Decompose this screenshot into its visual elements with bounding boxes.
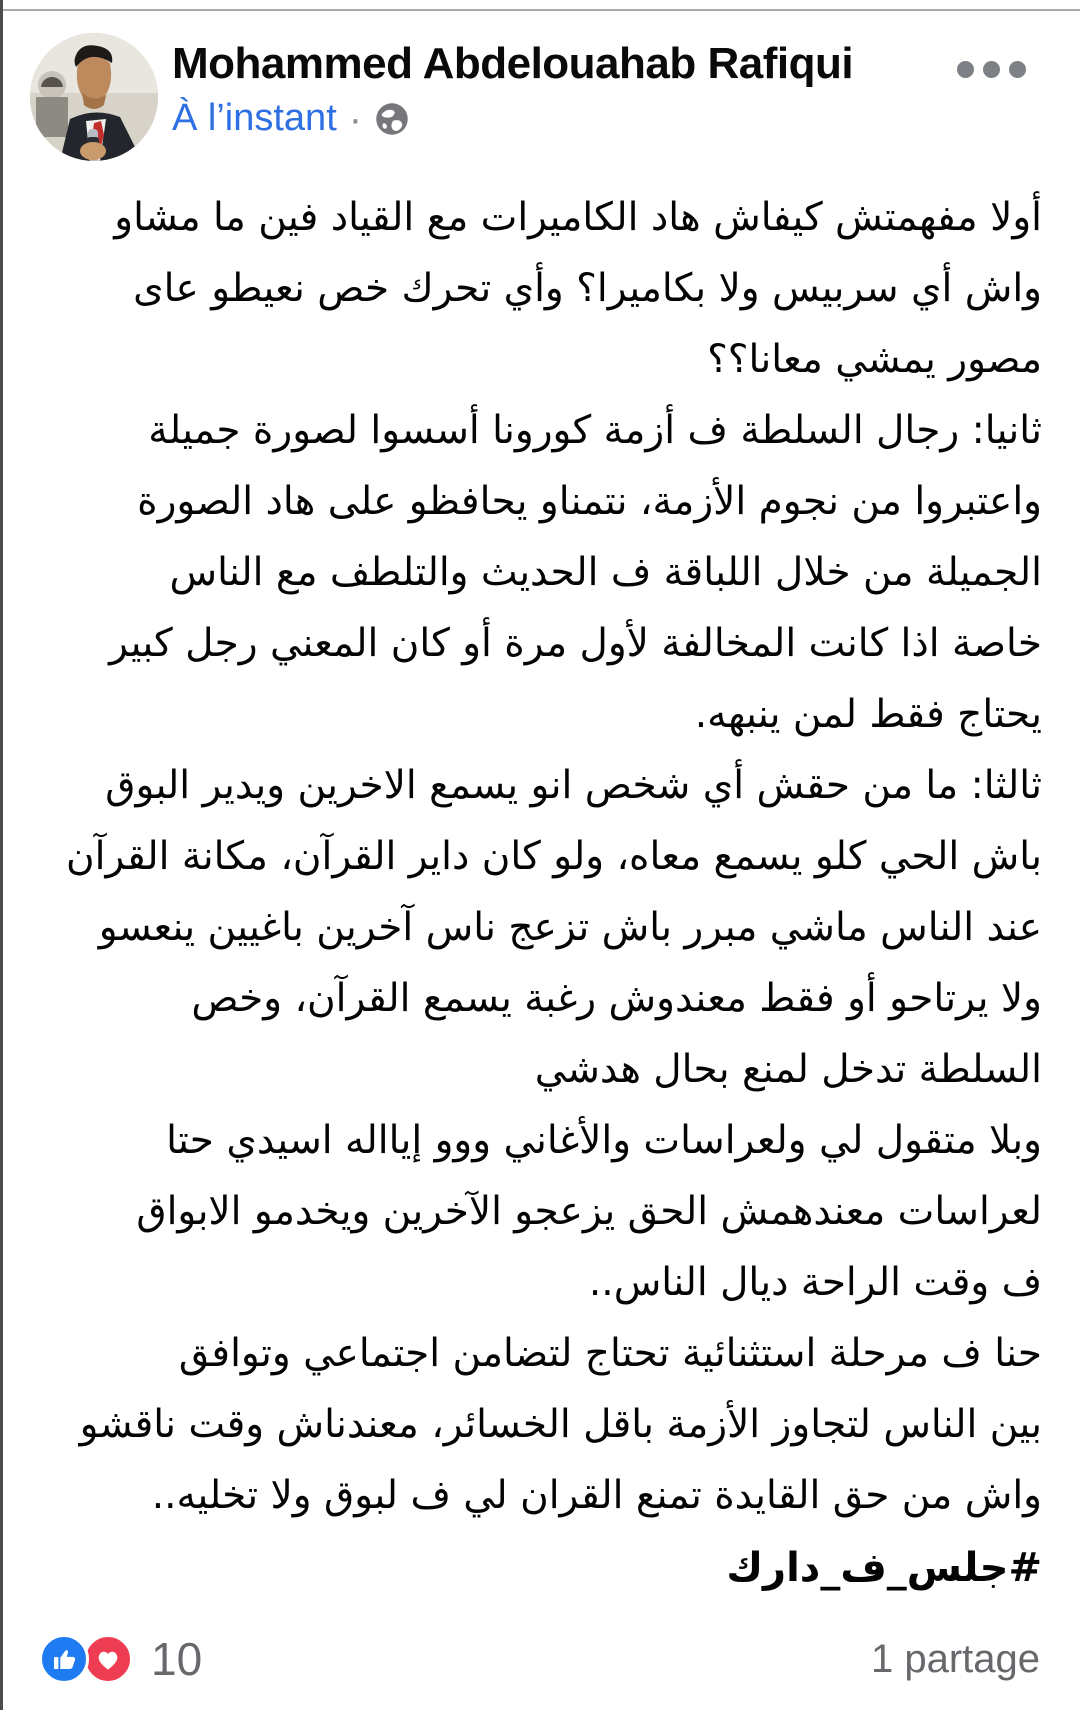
post-line: ثالثا: ما من حقش أي شخص انو يسمع الاخرين ويدير البوق xyxy=(105,763,1042,808)
love-reaction-icon[interactable] xyxy=(83,1634,133,1684)
post-line: أولا مفهمتش كيفاش هاد الكاميرات مع القياد فين ما مشاو xyxy=(114,195,1042,240)
post-meta xyxy=(172,97,410,140)
dot-icon xyxy=(957,61,974,78)
top-divider xyxy=(3,9,1080,11)
post-line: باش الحي كلو يسمع معاه، ولو كان داير القرآن، مكانة القرآن xyxy=(66,834,1042,879)
post-line: لعراسات معندهمش الحق يزعجو الآخرين ويخدمو الابواق xyxy=(136,1189,1042,1234)
post-footer xyxy=(39,1628,1040,1690)
post-lines xyxy=(37,182,1042,1531)
post-line: حنا ف مرحلة استثنائية تحتاج لتضامن اجتماعي وتوافق xyxy=(178,1331,1042,1376)
post-header xyxy=(30,33,1050,163)
avatar-photo xyxy=(30,33,158,161)
heart-icon xyxy=(93,1644,123,1674)
post-line: واش أي سربيس ولا بكاميرا؟ وأي تحرك خص نعيطو عاى xyxy=(133,266,1042,311)
post-line: مصور يمشي معانا؟؟ xyxy=(707,337,1042,382)
thumb-up-icon xyxy=(49,1644,79,1674)
dot-icon xyxy=(1009,61,1026,78)
post-line: وبلا متقول لي ولعراسات والأغاني ووو إيااله اسيدي حتا xyxy=(166,1118,1042,1163)
post-line: ف وقت الراحة ديال الناس.. xyxy=(588,1260,1042,1305)
timestamp-link[interactable]: À l’instant xyxy=(172,97,337,139)
post-line: الجميلة من خلال اللباقة ف الحديث والتلطف مع الناس xyxy=(169,550,1042,595)
post-text xyxy=(37,182,1042,1605)
post-line: واعتبروا من نجوم الأزمة، نتمناو يحافظو على هاد الصورة xyxy=(137,479,1042,524)
post-line: خاصة اذا كانت المخالفة لأول مرة أو كان المعني رجل كبير xyxy=(109,621,1042,666)
avatar[interactable] xyxy=(30,33,158,161)
post-line: ولا يرتاحو أو فقط معندوش رغبة يسمع القرآن، وخص xyxy=(191,976,1042,1021)
post-line: واش من حق القايدة تمنع القران لي ف لبوق ولا تخليه.. xyxy=(151,1473,1042,1518)
globe-privacy-icon xyxy=(374,101,410,137)
post-line: السلطة تدخل لمنع بحال هدشي xyxy=(534,1047,1042,1092)
post-line: ثانيا: رجال السلطة ف أزمة كورونا أسسوا لصورة جميلة xyxy=(148,408,1042,453)
reaction-count[interactable]: 10 xyxy=(151,1633,203,1685)
hashtag-link[interactable]: #جلس_ف_دارك xyxy=(726,1545,1042,1591)
post-line: بين الناس لتجاوز الأزمة باقل الخسائر، معندناش وقت ناقشو xyxy=(79,1402,1042,1447)
author-name[interactable]: Mohammed Abdelouahab Rafiqui xyxy=(172,39,854,88)
share-count[interactable]: 1 partage xyxy=(870,1636,1040,1681)
dot-icon xyxy=(983,61,1000,78)
meta-separator: · xyxy=(348,96,363,141)
post-line: عند الناس ماشي مبرر باش تزعج ناس آخرين باغيين ينعسو xyxy=(98,905,1042,950)
reaction-summary[interactable] xyxy=(39,1632,202,1686)
post-options-button[interactable] xyxy=(951,55,1032,84)
post-line: يحتاج فقط لمن ينبهه. xyxy=(694,692,1042,737)
like-reaction-icon[interactable] xyxy=(39,1634,89,1684)
